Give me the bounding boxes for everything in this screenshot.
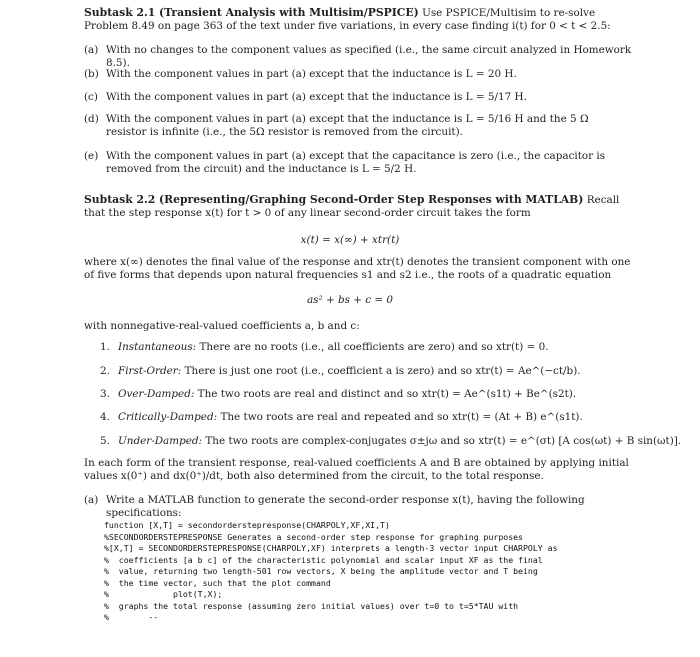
subtask-2-2-intro-text: Recall that the step response x(t) for t > 0 of any linear second-order circuit takes the form xyxy=(84,194,620,219)
code-line: % coefficients [a b c] of the characteristic polynomial and scalar input XF as the final xyxy=(104,554,543,565)
code-line: % value, returning two length-501 row vectors, X being the amplitude vector and T being xyxy=(104,566,538,576)
subtask-2-1-intro xyxy=(84,6,632,33)
subtask-2-2-intro xyxy=(84,193,632,220)
paragraph-coefficients: with nonnegative-real-valued coefficients a, b and c: xyxy=(84,320,360,332)
code-line: % the time vector, such that the plot command xyxy=(104,577,331,588)
code-line: % -- xyxy=(104,612,159,622)
equation-step-response: x(t) = x(∞) + xtr(t) xyxy=(300,234,400,246)
subtask-2-1-title: Subtask 2.1 (Transient Analysis with Multisim/PSPICE) xyxy=(84,6,419,19)
subtask-2-1-intro-text: Use PSPICE/Multisim to re-solve Problem 8.49 on page 363 of the text under five variations, in every case finding i(t) for 0 < t < 2.5: xyxy=(84,7,611,32)
document-page: Subtask 2.1 (Transient Analysis with Multisim/PSPICE) Use PSPICE/Multisim to re-solve Problem 8.49 on page 363 of the text under five variations, in every case finding i(t) for 0 < t < 2.5: (a) With no changes to the component values as specified (i.e., the same circuit analyzed in Homework 8.5). (b) With the component values in part (a) except that the inductance is L = 20 H. (c) With the component values in part (a) except that the inductance is L = 5/17 H. (d) With the component values in part (a) except that the inductance is L = 5/16 H and the 5 Ω resistor is infinite (i.e., the 5Ω resistor is removed from the circuit). (e) With the component values in part (a) except that the capacitance is zero (i.e., the capacitor is removed from the circuit) and the inductance is L = 5/2 H. Subtask 2.2 (Representing/Graphing Second-Order Step Responses with MATLAB) Recall that the step response x(t) for t > 0 of any linear second-order circuit takes the form x(t) = x(∞) + xtr(t) where x(∞) denotes the final value of the response and xtr(t) denotes the transient component with one of five forms that depends upon natural frequencies s1 and s2 i.e., the roots of a quadratic equation as² + bs + c = 0 with nonnegative-real-valued coefficients a, b and c: 1. Instantaneous: There are no roots (i.e., all coefficients are zero) and so xtr(t) = 0. 2. First-Order: There is just one root (i.e., coefficient a is zero) and so xtr(t) = Ae^(−ct/b). 3. Over-Damped: The two roots are real and distinct and so xtr(t) = Ae^(s1t) + Be^(s2t). 4. Critically-Damped: The two roots are real and repeated and so xtr(t) = (At + B) e^(s1t). 5. Under-Damped: The two roots are complex-conjugates σ±jω and so xtr(t) = e^(σt) [A cos(ωt) + B sin(ωt)]. In each form of the transient response, real-valued coefficients A and B are obtained by applying initial values x(0⁺) and dx(0⁺)/dt, both also determined from the circuit, to the total response. (a) Write a MATLAB function to generate the second-order response x(t), having the following specifications: function [X,T] = secondorderstepresponse(CHARPOLY,XF,XI,T) %SECONDORDERSTEPRESPONSE Generates a second-order step response for graphing purposes %[X,T] = SECONDORDERSTEPRESPONSE(CHARPOLY,XF) interprets a length-3 vector input CHARPOLY as % coefficients [a b c] of the characteristic polynomial and scalar input XF as the final % value, returning two length-501 row vectors, X being the amplitude vector and T being % the time vector, such that the plot command % plot(T,X); % graphs the total response (assuming zero initial values) over t=0 to t=5*TAU with % -- xyxy=(0,0,700,657)
subtask-2-2-title: Subtask 2.2 (Representing/Graphing Second-Order Step Responses with MATLAB) xyxy=(84,193,584,206)
paragraph-transient-forms: where x(∞) denotes the final value of the response and xtr(t) denotes the transient component with one of five forms that depends upon natural frequencies s1 and s2 i.e., the roots of a quadratic equation xyxy=(84,256,631,281)
paragraph-initial-values: In each form of the transient response, real-valued coefficients A and B are obtained by applying initial values x(0⁺) and dx(0⁺)/dt, both also determined from the circuit, to the total response. xyxy=(84,457,629,482)
code-line: % graphs the total response (assuming zero initial values) over t=0 to t=5*TAU with xyxy=(104,600,519,611)
code-line: %[X,T] = SECONDORDERSTEPRESPONSE(CHARPOLY,XF) interprets a length-3 vector input CHARPOLY as xyxy=(104,543,558,553)
code-line: % plot(T,X); xyxy=(104,589,223,599)
equation-quadratic: as² + bs + c = 0 xyxy=(306,294,394,306)
matlab-code-block xyxy=(104,520,634,624)
code-line: %SECONDORDERSTEPRESPONSE Generates a second-order step response for graphing purposes xyxy=(104,531,523,542)
code-line: function [X,T] = secondorderstepresponse(CHARPOLY,XF,XI,T) xyxy=(104,520,390,530)
